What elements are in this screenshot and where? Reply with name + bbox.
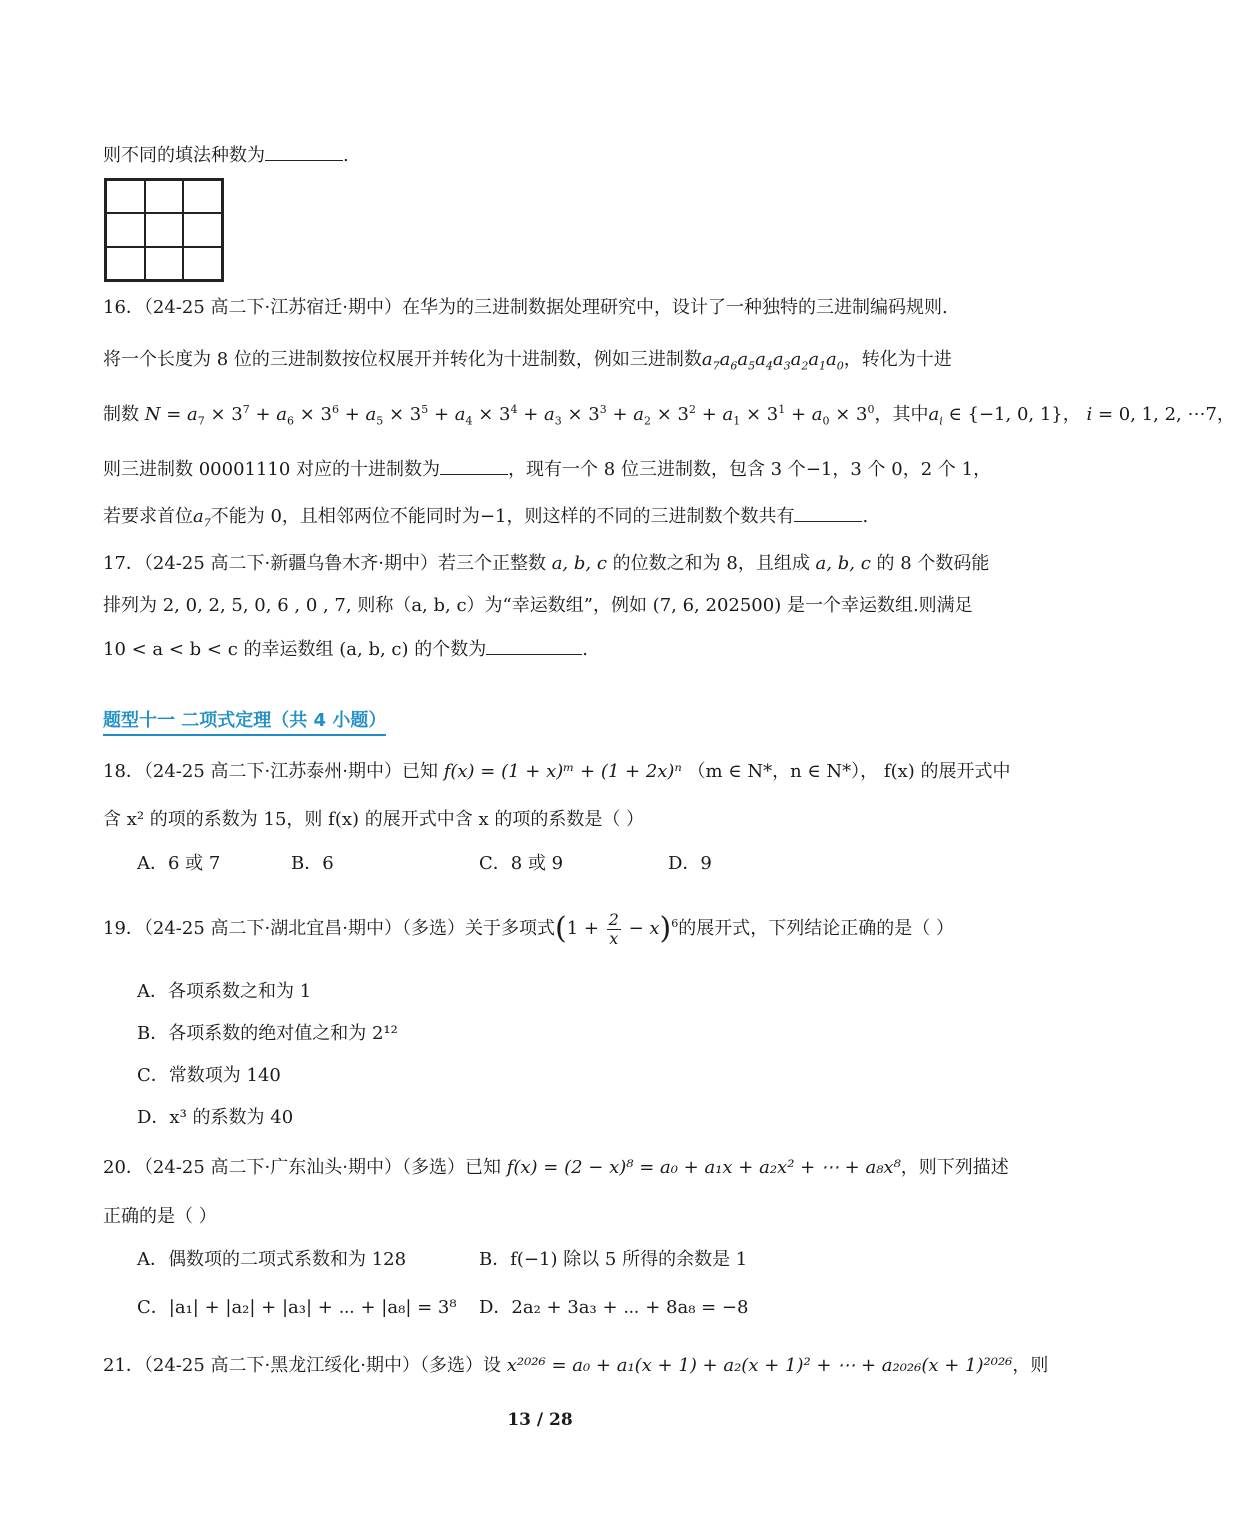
math-expression: $N = a_7 \times 3^7 + a_6 \times 3^6 + a_5 \times 3^5 + a_4 \times 3^4 + a_3 \times 3^3 + a_2 \times 3^2 + a_1 \times 3^1 + a_0 \times 3^0$ (144, 403, 875, 428)
q18-option-b[interactable]: B．6 (291, 853, 334, 874)
q16-line-5: 若要求首位$a_7$不能为 0，且相邻两位不能同时为−1，则这样的不同的三进制数个数共有 . (103, 503, 868, 529)
q16-text: ，现有一个 8 位三进制数，包含 3 个−1，3 个 0，2 个 1， (508, 459, 992, 480)
three-by-three-grid-figure (104, 178, 224, 282)
q21-text: ，则 (1012, 1355, 1049, 1376)
math-expression: i = 0, 1, 2, ⋯7 (1086, 404, 1217, 425)
math-expression: $a_i$ ∈ {−1, 0, 1} (928, 404, 1063, 428)
q21-text: 21．（24-25 高二下·黑龙江绥化·期中）（多选）设 (103, 1355, 501, 1376)
q17-text: 的位数之和为 8，且组成 (612, 553, 810, 574)
math-expression: $a_7$ (193, 506, 211, 530)
q19-option-d[interactable]: D．x³ 的系数为 40 (137, 1107, 294, 1128)
q17-text: 17．（24-25 高二下·新疆乌鲁木齐·期中）若三个正整数 (103, 553, 546, 574)
answer-blank[interactable] (265, 142, 343, 161)
q16-text: 不能为 0，且相邻两位不能同时为−1，则这样的不同的三进制数个数共有 (210, 506, 795, 527)
math-expression: $a_7a_6a_5a_4a_3a_2a_1a_0$ (701, 349, 844, 373)
q18-text: （m ∈ N*，n ∈ N*）， (687, 761, 879, 782)
q17-text: 的 8 个数码能 (876, 553, 990, 574)
q19-text: 的展开式，下列结论正确的是（ ） (678, 918, 954, 939)
q18-text: f(x) 的展开式中 (883, 761, 1011, 782)
math-expression: f(x) = (1 + x)ᵐ + (1 + 2x)ⁿ (443, 761, 682, 782)
q17-text: 排列为 2, 0, 2, 5, 0, 6 , 0 , 7, 则称（a, b, c）为“幸运数组”，例如 (7, 6, 202500) 是一个幸运数组.则满足 (103, 595, 973, 616)
grid-cell (145, 213, 184, 246)
q18-option-d[interactable]: D．9 (668, 853, 712, 874)
section-title: 题型十一 二项式定理（共 4 小题） (103, 706, 386, 736)
grid-cell (145, 180, 184, 213)
math-expression: f(x) = (2 − x)⁸ = a₀ + a₁x + a₂x² + ⋯ + a₈x⁸ (506, 1157, 901, 1178)
answer-blank[interactable] (794, 503, 862, 522)
q16-text: ， (1062, 404, 1081, 425)
q16-line-4 (103, 456, 991, 482)
q18-option-a[interactable]: A．6 或 7 (137, 853, 221, 874)
math-expression: (1 + $\frac{2}{x}$ − x)$^6$ (554, 909, 679, 948)
grid-cell (145, 247, 184, 280)
math-expression: a, b, c (545, 553, 613, 574)
q20-option-d[interactable]: D．2a₂ + 3a₃ + ⋯ + 8a₈ = −8 (479, 1297, 749, 1318)
q15-tail-line: 则不同的填法种数为 . (103, 142, 349, 168)
grid-cell (183, 180, 222, 213)
q19-option-b[interactable]: B．各项系数的绝对值之和为 2¹² (137, 1023, 398, 1044)
q16-line-3: 制数 $N = a_7 \times 3^7 + a_6 \times 3^6 + a_5 \times 3^5 + a_4 \times 3^4 + a_3 \times 3^3 + a_2 \times 3^2 + a_1 \times 3^1 + a_0 \times 3^0$，其中$a_i$ ∈ {−1, 0, 1}， i = 0, 1, 2, ⋯7， (103, 403, 1235, 428)
q16-text: ，其中 (874, 404, 929, 425)
answer-blank[interactable] (440, 456, 508, 475)
q15-tail-text: 则不同的填法种数为 (103, 145, 265, 166)
q20-text: ，则下列描述 (900, 1157, 1009, 1178)
grid-cell (106, 180, 145, 213)
q20-line-1 (103, 1156, 1009, 1180)
math-expression: a, b, c (809, 553, 877, 574)
q18-text: 含 x² 的项的系数为 15，则 f(x) 的展开式中含 x 的项的系数是（ ） (103, 809, 645, 830)
q21-line-1 (103, 1354, 1048, 1378)
grid-cell (106, 247, 145, 280)
q20-option-b[interactable]: B．f(−1) 除以 5 所得的余数是 1 (479, 1249, 748, 1270)
q18-option-c[interactable]: C．8 或 9 (479, 853, 564, 874)
q17-text: 10 < a < b < c 的幸运数组 (a, b, c) 的个数为 (103, 639, 487, 660)
grid-cell (183, 247, 222, 280)
q19-option-c[interactable]: C．常数项为 140 (137, 1065, 281, 1086)
q16-text: 将一个长度为 8 位的三进制数按位权展开并转化为十进制数，例如三进制数 (103, 349, 702, 370)
q17-line-3: 10 < a < b < c 的幸运数组 (a, b, c) 的个数为 . (103, 636, 588, 662)
q16-text: 若要求首位 (103, 506, 193, 527)
grid-cell (106, 213, 145, 246)
q20-option-c[interactable]: C．|a₁| + |a₂| + |a₃| + ⋯ + |a₈| = 3⁸ (137, 1297, 457, 1318)
q20-text: 20．（24-25 高二下·广东汕头·期中）（多选）已知 (103, 1157, 501, 1178)
page-number: 13 / 28 (507, 1410, 573, 1430)
q17-line-1 (103, 552, 989, 576)
q16-text: 则三进制数 00001110 对应的十进制数为 (103, 459, 441, 480)
q20-option-a[interactable]: A．偶数项的二项式系数和为 128 (137, 1249, 407, 1270)
q16-line-2 (103, 348, 952, 372)
q19-text: 19．（24-25 高二下·湖北宜昌·期中）（多选）关于多项式 (103, 918, 555, 939)
q16-text: 16．（24-25 高二下·江苏宿迁·期中）在华为的三进制数据处理研究中，设计了一种独特的三进制编码规则. (103, 297, 948, 318)
q16-text: 制数 (103, 404, 139, 425)
q20-text: 正确的是（ ） (103, 1206, 217, 1227)
q18-line-2 (103, 808, 644, 832)
answer-blank[interactable] (486, 636, 582, 655)
q19-line-1 (103, 904, 954, 954)
q18-line-1 (103, 760, 1011, 784)
q16-text: ，转化为十进 (843, 349, 952, 370)
q16-line-1 (103, 296, 948, 320)
math-expression: x²⁰²⁶ = a₀ + a₁(x + 1) + a₂(x + 1)² + ⋯ + a₂₀₂₆(x + 1)²⁰²⁶ (506, 1355, 1013, 1376)
q20-line-2 (103, 1205, 217, 1229)
grid-cell (183, 213, 222, 246)
q17-line-2 (103, 594, 973, 618)
q18-text: 18．（24-25 高二下·江苏泰州·期中）已知 (103, 761, 438, 782)
q19-option-a[interactable]: A．各项系数之和为 1 (137, 981, 312, 1002)
